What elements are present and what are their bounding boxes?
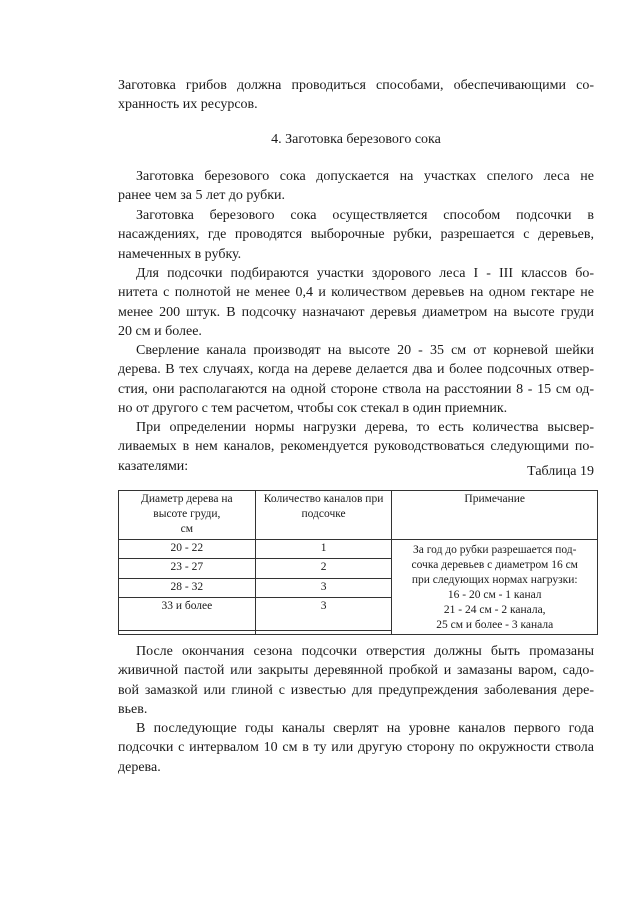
line: но от другого с тем расчетом, чтобы сок стекал в один приемник. (118, 400, 508, 416)
note-line: За год до рубки разрешается под- (412, 544, 577, 556)
cell-channels: 3 (255, 598, 392, 631)
note-line: 16 - 20 см - 1 канал (447, 589, 542, 601)
paragraph-7 (118, 642, 594, 719)
line: вьев. (118, 701, 148, 717)
note-line: сочка деревьев с диаметром 16 см (411, 559, 578, 571)
cell-channels: 1 (255, 540, 392, 559)
cell-diameter: 23 - 27 (119, 559, 256, 578)
line: менее 200 штук. В подсочку назначают деревья диаметром на высоте груди (118, 304, 594, 320)
header-channels (255, 491, 392, 540)
paragraph-4 (118, 264, 594, 341)
header-line: см (180, 523, 194, 535)
paragraph-1 (118, 76, 594, 115)
header-line: высоте груди, (153, 508, 221, 520)
cell-empty (255, 631, 392, 635)
cell-channels: 3 (255, 578, 392, 597)
cell-diameter: 33 и более (119, 598, 256, 631)
header-note (392, 491, 598, 540)
paragraph-8 (118, 719, 594, 777)
line: живичной пастой или закрыты деревянной пробкой и замазаны варом, садо- (118, 663, 594, 679)
line: Заготовка грибов должна проводиться способами, обеспечивающими со- (118, 78, 594, 93)
note-line: 25 см и более - 3 канала (436, 619, 554, 631)
line: хранность их ресурсов. (118, 97, 258, 113)
line: Заготовка березового сока осуществляется способом подсочки в (136, 208, 594, 223)
line: После окончания сезона подсочки отверстия должны быть промазаны (136, 644, 594, 659)
line: В последующие годы каналы сверлят на уровне каналов первого года (136, 721, 594, 736)
note-line: при следующих нормах нагрузки: (411, 574, 578, 586)
paragraph-3 (118, 206, 594, 264)
paragraph-2 (118, 167, 594, 206)
line: При определении нормы нагрузки дерева, то есть количества высвер- (136, 420, 594, 435)
header-diameter (119, 491, 256, 540)
header-line: подсочке (301, 508, 346, 520)
line: намеченных в рубку. (118, 246, 242, 262)
section-heading: 4. Заготовка березового сока (271, 132, 441, 147)
paragraph-5 (118, 341, 594, 418)
line: Для подсочки подбираются участки здорового леса I - III классов бо- (136, 266, 594, 281)
line: нитета с полнотой не менее 0,4 и количеством деревьев на одном гектаре не (118, 285, 594, 301)
header-line: Количество каналов при (263, 493, 384, 505)
line: дерева. (118, 759, 161, 775)
cell-channels: 2 (255, 559, 392, 578)
line: стия, они располагаются на одной стороне ствола на расстоянии 8 - 15 см од- (118, 381, 594, 397)
header-line: Диаметр дерева на (141, 493, 233, 505)
cell-diameter: 28 - 32 (119, 578, 256, 597)
paragraph-6 (118, 418, 594, 476)
cell-empty (119, 631, 256, 635)
line: Заготовка березового сока допускается на участках спелого леса не (136, 169, 594, 184)
table-row (119, 540, 598, 559)
line: дерева. В тех случаях, когда на дереве делается два и более подсочных отвер- (118, 362, 594, 378)
table-header-row (119, 491, 598, 540)
line: насаждениях, где проводятся выборочные рубки, разрешается с деревьев, (118, 227, 594, 243)
line: ранее чем за 5 лет до рубки. (118, 188, 285, 204)
line: вой замазкой или глиной с известью для предупреждения заболевания дере- (118, 682, 594, 698)
line: ливаемых в нем каналов, рекомендуется руководствоваться следующими по- (118, 439, 594, 455)
cell-note (392, 540, 598, 635)
line: казателями: (118, 458, 189, 474)
note-line: 21 - 24 см - 2 канала, (443, 604, 546, 616)
line: Сверление канала производят на высоте 20 - 35 см от корневой шейки (136, 343, 594, 358)
line: 20 см и более. (118, 323, 202, 339)
data-table (118, 490, 598, 635)
line: подсочки с интервалом 10 см в ту или другую сторону по окружности ствола (118, 740, 594, 756)
cell-diameter: 20 - 22 (119, 540, 256, 559)
header-line: Примечание (464, 493, 526, 505)
table-caption: Таблица 19 (527, 464, 594, 479)
